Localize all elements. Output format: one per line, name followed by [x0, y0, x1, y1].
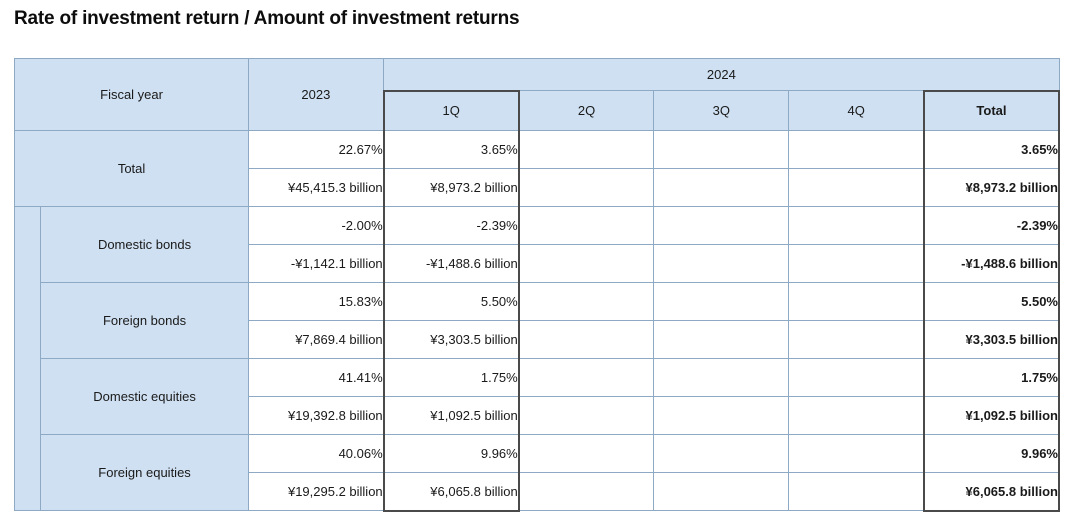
- row-label-domestic-bonds: Domestic bonds: [41, 207, 249, 283]
- cell-rate-2q: [519, 359, 654, 397]
- row-label-total: Total: [15, 131, 249, 207]
- table-row: [15, 283, 1060, 321]
- cell-rate-4q: [789, 207, 924, 245]
- cell-amount-total: ¥1,092.5 billion: [924, 397, 1059, 435]
- cell-amount-4q: [789, 473, 924, 511]
- cell-amount-total: ¥8,973.2 billion: [924, 169, 1059, 207]
- table-row: [15, 131, 1060, 169]
- cell-rate-4q: [789, 435, 924, 473]
- cell-amount-1q: ¥1,092.5 billion: [384, 397, 519, 435]
- cell-amount-3q: [654, 169, 789, 207]
- cell-rate-4q: [789, 359, 924, 397]
- cell-amount-1q: -¥1,488.6 billion: [384, 245, 519, 283]
- cell-amount-2023: -¥1,142.1 billion: [249, 245, 384, 283]
- cell-amount-2023: ¥7,869.4 billion: [249, 321, 384, 359]
- cell-rate-2q: [519, 283, 654, 321]
- cell-rate-1q: -2.39%: [384, 207, 519, 245]
- table-header: [15, 59, 1060, 131]
- header-year-2024: 2024: [384, 59, 1059, 91]
- cell-rate-2023: 22.67%: [249, 131, 384, 169]
- table-row: [15, 359, 1060, 397]
- cell-rate-total: 1.75%: [924, 359, 1059, 397]
- cell-amount-2023: ¥19,295.2 billion: [249, 473, 384, 511]
- header-quarter-1q: 1Q: [384, 91, 519, 131]
- cell-rate-1q: 1.75%: [384, 359, 519, 397]
- header-year-2023: 2023: [249, 59, 384, 131]
- cell-amount-total: ¥3,303.5 billion: [924, 321, 1059, 359]
- cell-amount-2q: [519, 321, 654, 359]
- cell-amount-total: ¥6,065.8 billion: [924, 473, 1059, 511]
- cell-rate-2023: 41.41%: [249, 359, 384, 397]
- cell-amount-3q: [654, 245, 789, 283]
- cell-rate-3q: [654, 283, 789, 321]
- cell-rate-2023: 40.06%: [249, 435, 384, 473]
- cell-rate-2023: -2.00%: [249, 207, 384, 245]
- header-row-year: [15, 59, 1060, 91]
- header-fiscal-year: Fiscal year: [15, 59, 249, 131]
- cell-amount-1q: ¥6,065.8 billion: [384, 473, 519, 511]
- header-total-column: Total: [924, 91, 1059, 131]
- cell-rate-2q: [519, 207, 654, 245]
- investment-returns-table-wrap: [14, 58, 1060, 512]
- cell-amount-2q: [519, 245, 654, 283]
- page-title: Rate of investment return / Amount of investment returns: [14, 8, 520, 29]
- cell-rate-3q: [654, 359, 789, 397]
- row-label-foreign-equities: Foreign equities: [41, 435, 249, 511]
- table-body: [15, 131, 1060, 511]
- header-quarter-4q: 4Q: [789, 91, 924, 131]
- cell-rate-2q: [519, 435, 654, 473]
- table-row: [15, 207, 1060, 245]
- cell-amount-1q: ¥3,303.5 billion: [384, 321, 519, 359]
- cell-rate-4q: [789, 283, 924, 321]
- cell-rate-1q: 3.65%: [384, 131, 519, 169]
- cell-amount-2023: ¥19,392.8 billion: [249, 397, 384, 435]
- cell-amount-total: -¥1,488.6 billion: [924, 245, 1059, 283]
- investment-returns-table: [14, 58, 1060, 512]
- header-quarter-2q: 2Q: [519, 91, 654, 131]
- cell-rate-total: 9.96%: [924, 435, 1059, 473]
- cell-amount-4q: [789, 245, 924, 283]
- cell-amount-4q: [789, 321, 924, 359]
- cell-amount-3q: [654, 473, 789, 511]
- row-group-indent: [15, 207, 41, 511]
- cell-amount-2q: [519, 473, 654, 511]
- cell-rate-total: 3.65%: [924, 131, 1059, 169]
- cell-amount-2q: [519, 397, 654, 435]
- row-label-domestic-equities: Domestic equities: [41, 359, 249, 435]
- cell-amount-1q: ¥8,973.2 billion: [384, 169, 519, 207]
- cell-rate-4q: [789, 131, 924, 169]
- row-label-foreign-bonds: Foreign bonds: [41, 283, 249, 359]
- cell-amount-4q: [789, 397, 924, 435]
- cell-rate-2q: [519, 131, 654, 169]
- header-quarter-3q: 3Q: [654, 91, 789, 131]
- cell-amount-3q: [654, 321, 789, 359]
- cell-rate-1q: 9.96%: [384, 435, 519, 473]
- table-row: [15, 435, 1060, 473]
- cell-rate-3q: [654, 207, 789, 245]
- cell-amount-2q: [519, 169, 654, 207]
- cell-rate-1q: 5.50%: [384, 283, 519, 321]
- cell-rate-3q: [654, 131, 789, 169]
- cell-rate-2023: 15.83%: [249, 283, 384, 321]
- cell-amount-4q: [789, 169, 924, 207]
- cell-rate-total: -2.39%: [924, 207, 1059, 245]
- cell-amount-3q: [654, 397, 789, 435]
- cell-amount-2023: ¥45,415.3 billion: [249, 169, 384, 207]
- cell-rate-total: 5.50%: [924, 283, 1059, 321]
- cell-rate-3q: [654, 435, 789, 473]
